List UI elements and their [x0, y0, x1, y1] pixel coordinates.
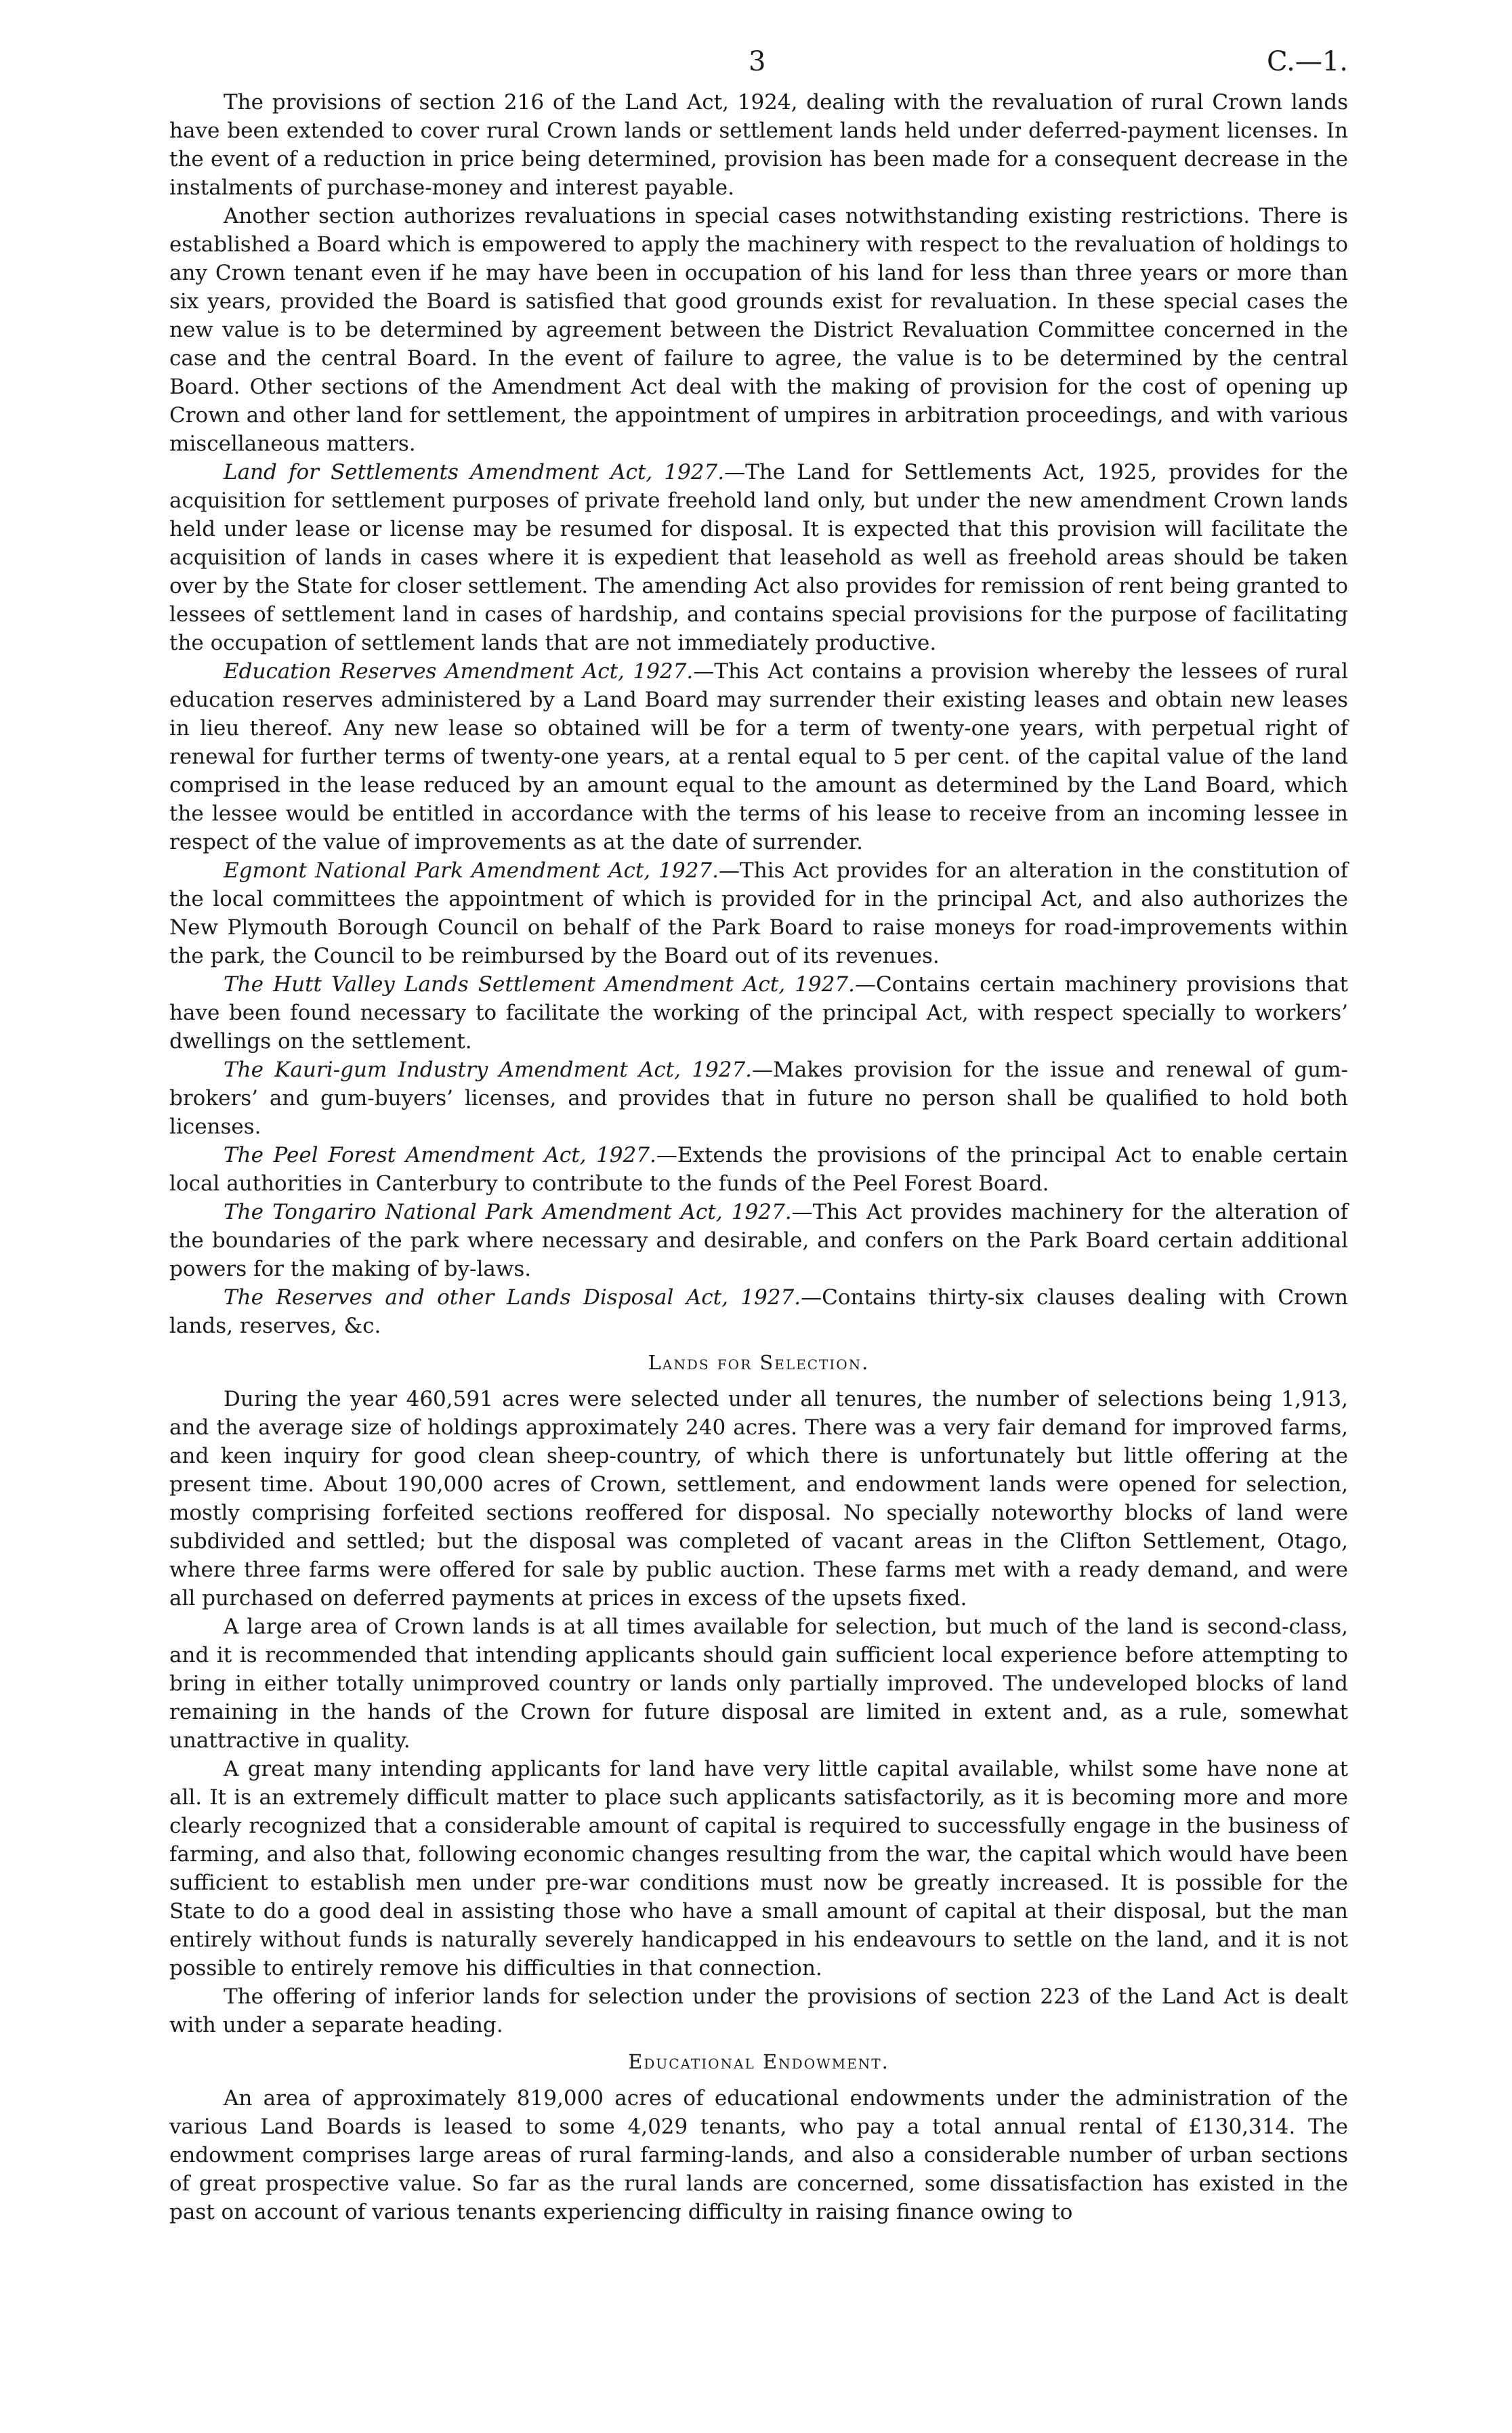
paragraph: The provisions of section 216 of the Land Act, 1924, dealing with the revaluation of rural Crown lands have been extended to cover rural Crown lands or settlement lands held under deferred-payment licenses. In the event of a reduction in price being determined, provision has been made for a consequent decrease in the instalments of purchase-money and interest payable.: [169, 90, 1348, 200]
document-body: [169, 88, 1348, 2226]
paragraph-kauri-gum-act: The Kauri-gum Industry Amendment Act, 1927.—Makes provision for the issue and renewal of gum-brokers’ and gum-buyers’ licenses, and provides that in future no person shall be qualified to hold both licenses.: [169, 1058, 1348, 1139]
paragraph: A large area of Crown lands is at all times available for selection, but much of the land is second-class, and it is recommended that intending applicants should gain sufficient local experience before attempting to bring in either totally unimproved country or lands only partially improved. The undeveloped blocks of land remaining in the hands of the Crown for future disposal are limited in extent and, as a rule, somewhat unattractive in quality.: [169, 1615, 1348, 1753]
paragraph-tongariro-park-act: The Tongariro National Park Amendment Act, 1927.—This Act provides machinery for the alteration of the boundaries of the park where necessary and desirable, and confers on the Park Board certain additional powers for the making of by-laws.: [169, 1200, 1348, 1281]
page-number: 3: [749, 46, 766, 77]
paragraph: A great many intending applicants for land have very little capital available, whilst some have none at all. It is an extremely difficult matter to place such applicants satisfactorily, as it is becoming more and more clearly recognized that a considerable amount of capital is required to successfully engage in the business of farming, and also that, following economic changes resulting from the war, the capital which would have been sufficient to establish men under pre-war conditions must now be greatly increased. It is possible for the State to do a good deal in assisting those who have a small amount of capital at their disposal, but the man entirely without funds is naturally severely handicapped in his endeavours to settle on the land, and it is not possible to entirely remove his difficulties in that connection.: [169, 1757, 1348, 1980]
paragraph-reserves-disposal-act: The Reserves and other Lands Disposal Act, 1927.—Contains thirty-six clauses dealing with Crown lands, reserves, &c.: [169, 1285, 1349, 1338]
paragraph-hutt-valley-act: The Hutt Valley Lands Settlement Amendment Act, 1927.—Contains certain machinery provisions that have been found necessary to facilitate the working of the principal Act, with respect specially to workers’ dwellings on the settlement.: [169, 972, 1348, 1054]
paragraph-land-settlements-act: Land for Settlements Amendment Act, 1927.—The Land for Settlements Act, 1925, provides for the acquisition for settlement purposes of private freehold land only, but under the new amendment Crown lands held under lease or license may be resumed for disposal. It is expected that this provision will facilitate the acquisition of lands in cases where it is expedient that leasehold as well as freehold areas should be taken over by the State for closer settlement. The amending Act also provides for remission of rent being granted to lessees of settlement land in cases of hardship, and contains special provisions for the purpose of facilitating the occupation of settlement lands that are not immediately productive.: [169, 460, 1348, 655]
page-header: [169, 34, 1348, 88]
paragraph-egmont-park-act: Egmont National Park Amendment Act, 1927.—This Act provides for an alteration in the constitution of the local committees the appointment of which is provided for in the principal Act, and also authorizes the New Plymouth Borough Council on behalf of the Park Board to raise moneys for road-improvements within the park, the Council to be reimbursed by the Board out of its revenues.: [169, 858, 1348, 968]
section-heading-educational-endowment: Educational Endowment.: [628, 2050, 889, 2073]
paragraph: Another section authorizes revaluations in special cases notwithstanding existing restrictions. There is established a Board which is empowered to apply the machinery with respect to the revaluation of holdings to any Crown tenant even if he may have been in occupation of his land for less than three years or more than six years, provided the Board is satisfied that good grounds exist for revaluation. In these special cases the new value is to be determined by agreement between the District Revaluation Committee concerned in the case and the central Board. In the event of failure to agree, the value is to be determined by the central Board. Other sections of the Amendment Act deal with the making of provision for the cost of opening up Crown and other land for settlement, the appointment of umpires in arbitration proceedings, and with various miscellaneous matters.: [169, 204, 1348, 456]
paragraph: An area of approximately 819,000 acres of educational endowments under the administration of the various Land Boards is leased to some 4,029 tenants, who pay a total annual rental of £130,314. The endowment comprises large areas of rural farming-lands, and also a considerable number of urban sections of great prospective value. So far as the rural lands are concerned, some dissatisfaction has existed in the past on account of various tenants experiencing difficulty in raising finance owing to: [169, 2086, 1348, 2224]
document-reference: C.—1.: [1266, 46, 1348, 77]
paragraph: The offering of inferior lands for selection under the provisions of section 223 of the Land Act is dealt with under a separate heading.: [169, 1984, 1348, 2037]
paragraph: During the year 460,591 acres were selected under all tenures, the number of selections being 1,913, and the average size of holdings approximately 240 acres. There was a very fair demand for improved farms, and keen inquiry for good clean sheep-country, of which there is unfortunately but little offering at the present time. About 190,000 acres of Crown, settlement, and endowment lands were opened for selection, mostly comprising forfeited sections reoffered for disposal. No specially noteworthy blocks of land were subdivided and settled; but the disposal was completed of vacant areas in the Clifton Settlement, Otago, where three farms were offered for sale by public auction. These farms met with a ready demand, and were all purchased on deferred payments at prices in excess of the upsets fixed.: [169, 1387, 1348, 1610]
paragraph-education-reserves-act: Education Reserves Amendment Act, 1927.—This Act contains a provision whereby the lessees of rural education reserves administered by a Land Board may surrender their existing leases and obtain new leases in lieu thereof. Any new lease so obtained will be for a term of twenty-one years, with perpetual right of renewal for further terms of twenty-one years, at a rental equal to 5 per cent. of the capital value of the land comprised in the lease reduced by an amount equal to the amount as determined by the Land Board, which the lessee would be entitled in accordance with the terms of his lease to receive from an incoming lessee in respect of the value of improvements as at the date of surrender.: [169, 659, 1349, 854]
document-page: [169, 34, 1348, 2226]
section-heading-lands-for-selection: Lands for Selection.: [648, 1351, 870, 1374]
paragraph-peel-forest-act: The Peel Forest Amendment Act, 1927.—Extends the provisions of the principal Act to enable certain local authorities in Canterbury to contribute to the funds of the Peel Forest Board.: [169, 1143, 1348, 1196]
